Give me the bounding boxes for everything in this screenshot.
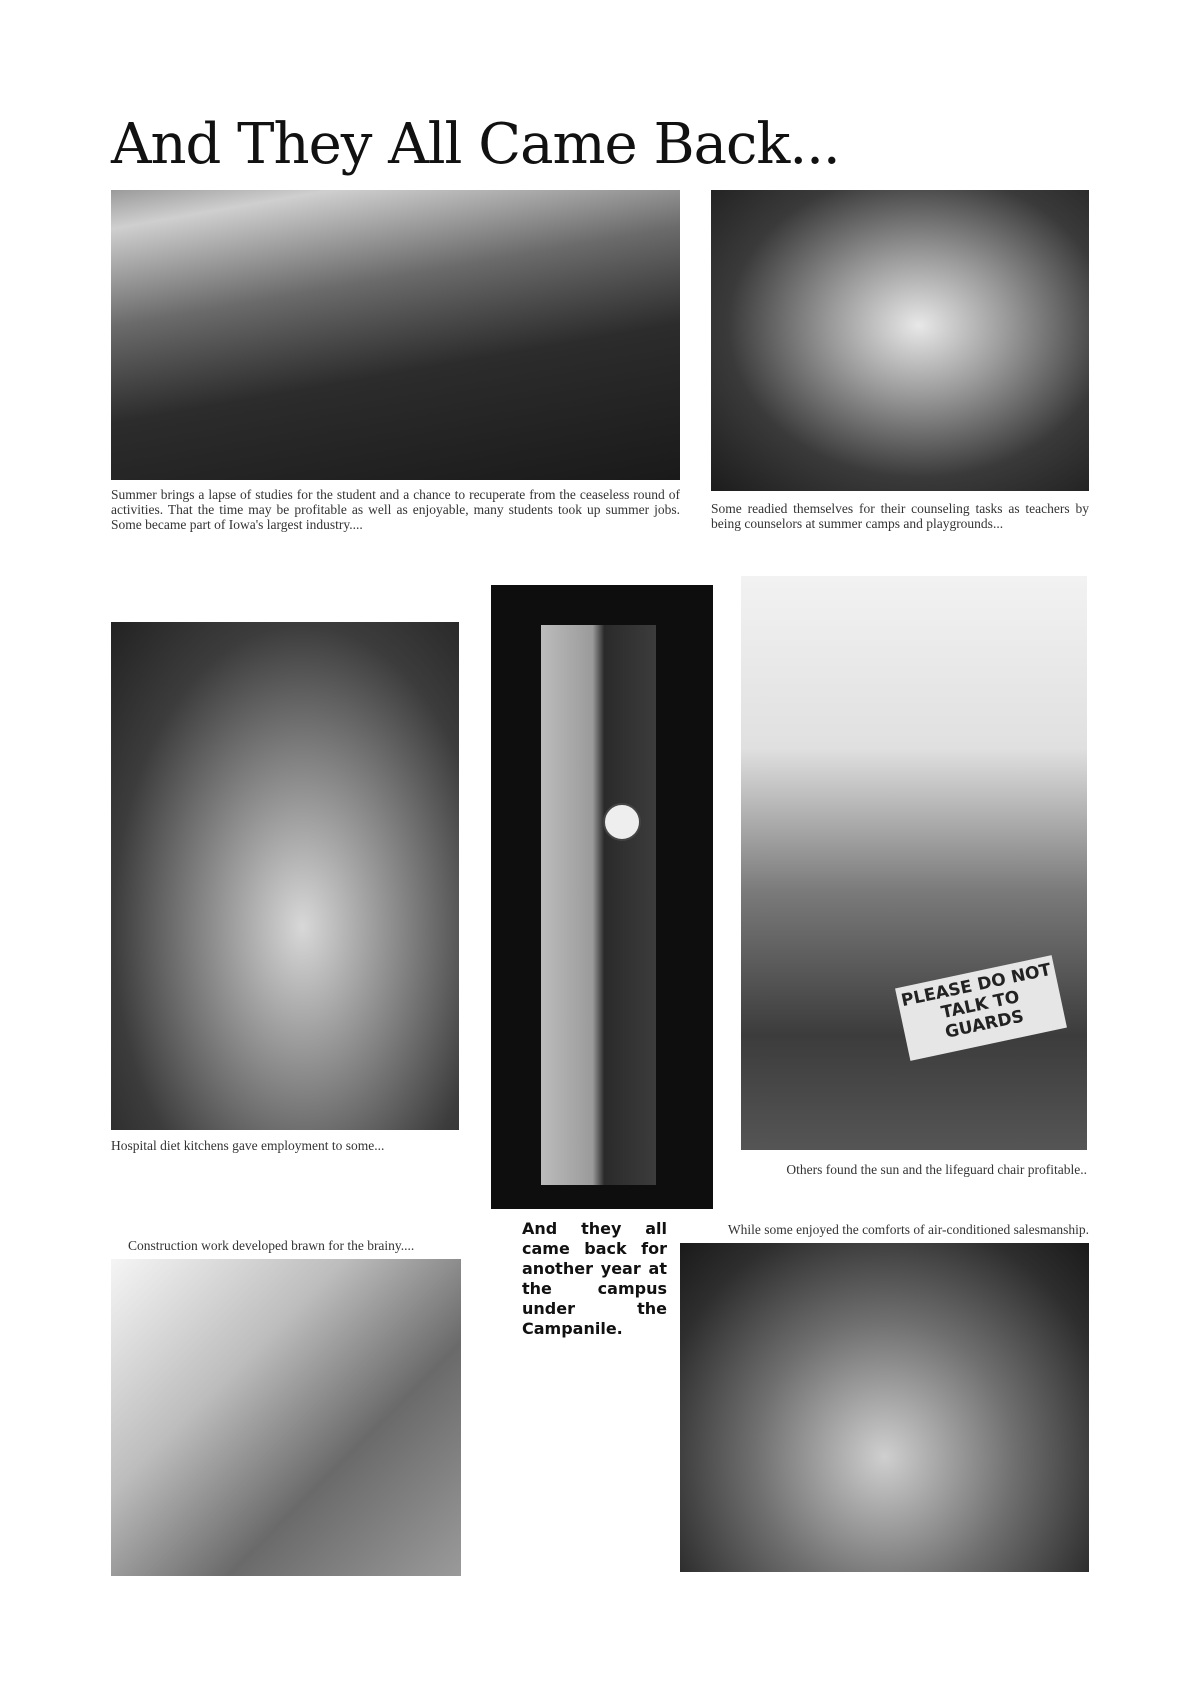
photo-lifeguard-chair (741, 576, 1087, 1150)
campanile-text: And they all came back for another year at the campus under the Campanile. (522, 1219, 667, 1338)
caption-farm: Summer brings a lapse of studies for the student and a chance to recuperate from the ceaseless round of activities. That the time may be profitable as well as enjoyable, many students took up summer jobs. Some became part of Iowa's largest industry.... (111, 487, 680, 532)
caption-counselors: Some readied themselves for their counseling tasks as teachers by being counselors at summer camps and playgrounds... (711, 501, 1089, 531)
caption-salesmanship: While some enjoyed the comforts of air-conditioned salesmanship. (727, 1222, 1089, 1237)
photo-shoe-salesman (680, 1243, 1089, 1572)
photo-campanile-tower (491, 585, 713, 1209)
photo-farm-tractor (111, 190, 680, 480)
caption-hospital: Hospital diet kitchens gave employment to some... (111, 1138, 385, 1153)
page-title: And They All Came Back... (111, 112, 840, 177)
photo-construction-bricklaying (111, 1259, 461, 1576)
tower-shape (541, 625, 656, 1185)
caption-construction: Construction work developed brawn for the brainy.... (128, 1238, 415, 1253)
lifeguard-sign: PLEASE DO NOT TALK TO GUARDS (895, 955, 1067, 1061)
clock-icon (603, 803, 641, 841)
photo-counselors-checkers (711, 190, 1089, 491)
caption-lifeguard: Others found the sun and the lifeguard chair profitable.. (786, 1162, 1087, 1177)
photo-hospital-kitchen (111, 622, 459, 1130)
